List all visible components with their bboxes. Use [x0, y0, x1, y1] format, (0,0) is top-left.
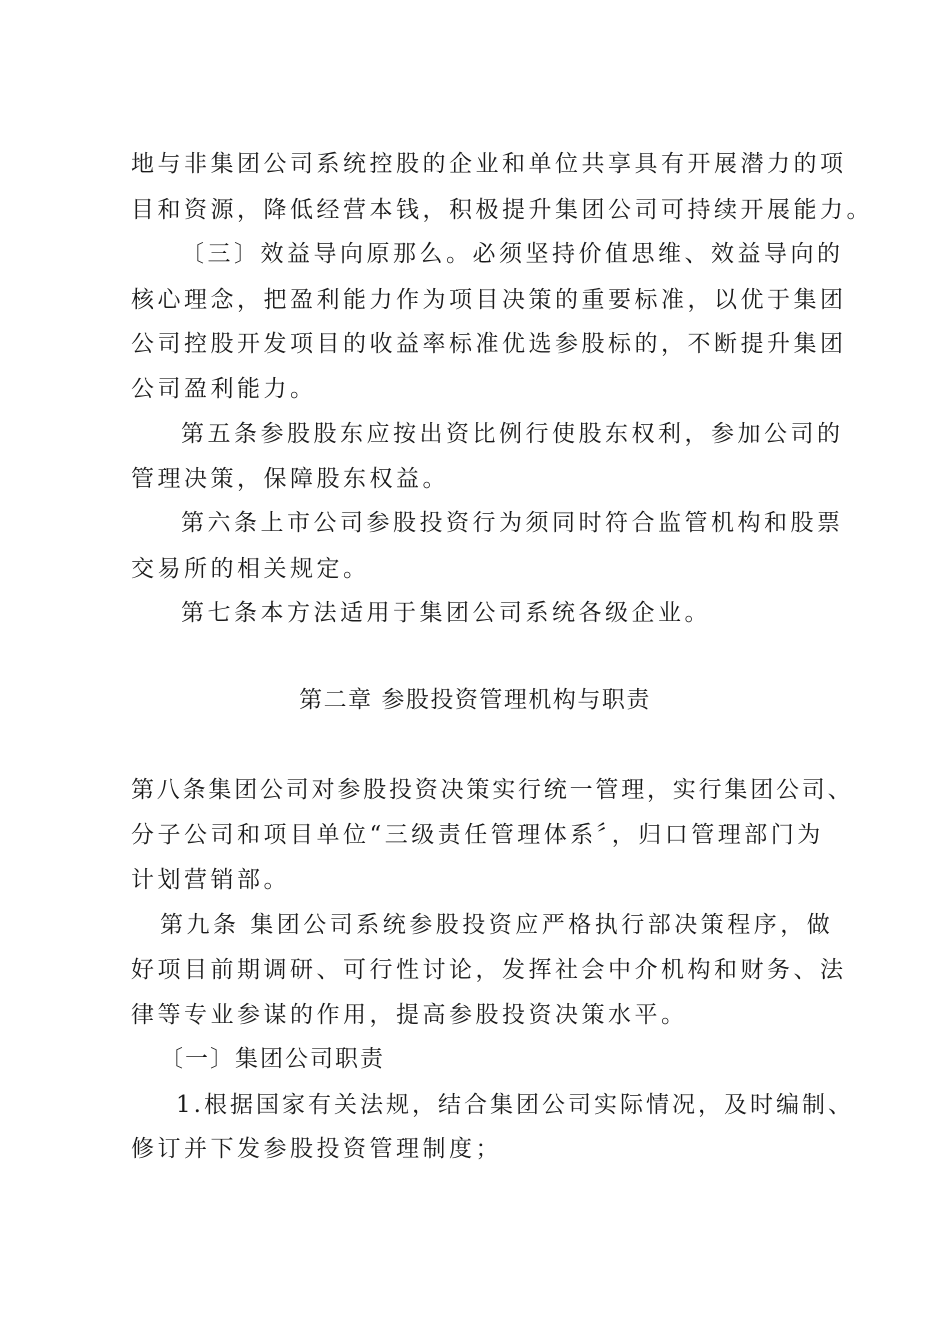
text-line: 律等专业参谋的作用，提高参股投资决策水平。: [131, 1002, 688, 1028]
text-line: 公司控股开发项目的收益率标准优选参股标的，不断提升集团: [131, 331, 847, 357]
text-line: 第七条本方法适用于集团公司系统各级企业。: [181, 600, 711, 626]
text-line: 公司盈利能力。: [131, 376, 317, 402]
text-line: 1.根据国家有关法规，结合集团公司实际情况，及时编制、: [176, 1092, 854, 1118]
text-line: 目和资源，降低经营本钱，积极提升集团公司可持续开展能力。: [131, 197, 873, 223]
text-line: 好项目前期调研、可行性讨论，发挥社会中介机构和财务、法: [131, 957, 847, 983]
text-line: 〔三〕效益导向原那么。必须坚持价值思维、效益导向的: [181, 241, 844, 267]
text-line: 交易所的相关规定。: [131, 556, 370, 582]
text-line: 分子公司和项目单位“三级责任管理体系〞，归口管理部门为: [131, 822, 824, 848]
text-line: 〔一〕集团公司职责: [160, 1046, 385, 1072]
text-line: 第八条集团公司对参股投资决策实行统一管理，实行集团公司、: [131, 777, 854, 803]
text-line: 计划营销部。: [131, 867, 290, 893]
text-line: 管理决策，保障股东权益。: [131, 466, 449, 492]
text-line: 第九条 集团公司系统参股投资应严格执行部决策程序，做: [160, 912, 834, 938]
text-line: 第六条上市公司参股投资行为须同时符合监管机构和股票: [181, 510, 844, 536]
text-line: 修订并下发参股投资管理制度；: [131, 1136, 502, 1162]
chapter-heading: 第二章 参股投资管理机构与职责: [299, 687, 651, 713]
text-line: 第五条参股股东应按出资比例行使股东权利，参加公司的: [181, 421, 844, 447]
text-line: 核心理念，把盈利能力作为项目决策的重要标准，以优于集团: [131, 287, 847, 313]
text-line: 地与非集团公司系统控股的企业和单位共享具有开展潜力的项: [131, 151, 847, 177]
